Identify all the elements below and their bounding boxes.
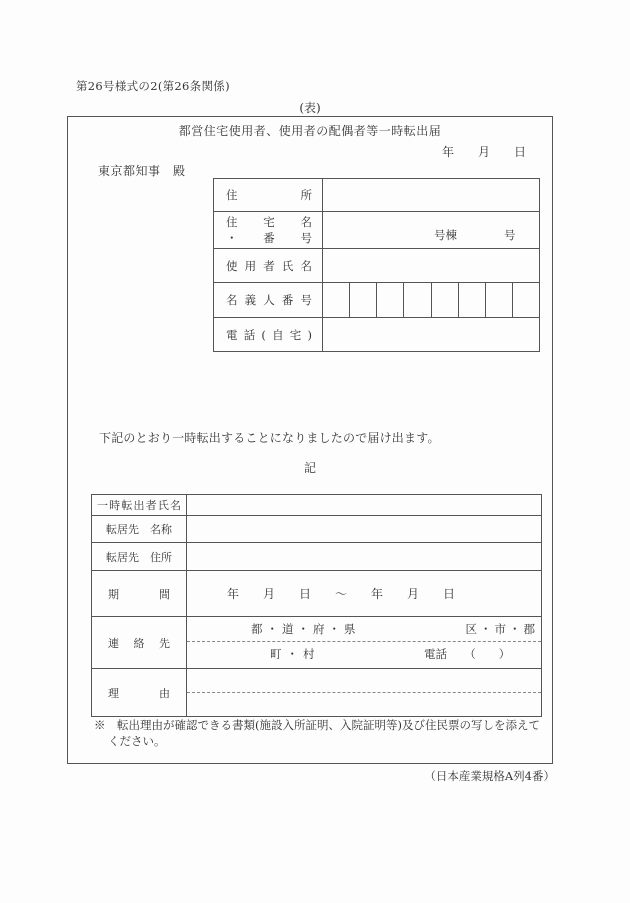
- form-title: 都営住宅使用者、使用者の配偶者等一時転出届: [178, 124, 442, 138]
- table-row-phone: [214, 317, 539, 351]
- addressee: 東京都知事 殿: [98, 164, 186, 178]
- contact-line2: [187, 642, 541, 668]
- mover-name-input-cell: [187, 495, 541, 515]
- mover-name-label: 一時転出者氏名: [97, 499, 181, 512]
- form-number: 第26号様式の2(第26条関係): [76, 79, 230, 93]
- holder-number-digit-grid: [323, 283, 539, 317]
- jis-paper-size-note: （日本産業規格A列4番）: [424, 769, 555, 783]
- applicant-table: [213, 178, 540, 352]
- reason-dashed-divider: [187, 669, 541, 693]
- table-row-mover-name: [92, 495, 541, 515]
- destination-name-label-cell: [92, 516, 187, 542]
- user-name-label-cell: [214, 249, 323, 282]
- reason-input-cell: [187, 669, 541, 716]
- holder-number-digit-cell: [458, 283, 485, 317]
- destination-address-label: 転居先 住所: [106, 550, 172, 564]
- contact-phone-label: 電話 （ ）: [424, 647, 511, 661]
- table-row-user-name: [214, 248, 539, 282]
- record-heading: 記: [303, 461, 316, 475]
- user-name-input-cell: [323, 249, 539, 282]
- phone-label-cell: [214, 318, 323, 351]
- address-label-cell: [214, 179, 323, 211]
- contact-label-cell: [92, 617, 187, 668]
- destination-name-label: 転居先 名称: [106, 523, 172, 536]
- front-side-label: (表): [299, 101, 321, 115]
- table-row-destination-address: [92, 542, 541, 570]
- housing-name-label-line2: ・番号: [226, 231, 312, 245]
- district-label: 区・市・郡: [465, 622, 538, 636]
- housing-name-input-cell: [323, 212, 539, 248]
- contact-label: 連絡先: [108, 636, 170, 650]
- holder-number-input-cell: [323, 283, 539, 317]
- table-row-housing-name: [214, 211, 539, 248]
- phone-input-cell: [323, 318, 539, 351]
- date-field: 年 月 日: [441, 145, 526, 159]
- room-number-suffix: 号: [504, 228, 516, 242]
- table-row-holder-number: [214, 282, 539, 317]
- address-input-cell: [323, 179, 539, 211]
- table-row-address: [214, 179, 539, 211]
- reason-label: 理由: [108, 686, 170, 700]
- holder-number-digit-cell: [512, 283, 539, 317]
- holder-number-label-cell: [214, 283, 323, 317]
- table-row-destination-name: [92, 515, 541, 542]
- footnote-line2: ください。: [108, 734, 166, 748]
- table-row-period: [92, 570, 541, 616]
- period-label: 期間: [108, 587, 170, 601]
- table-row-contact: [92, 616, 541, 668]
- footnote: [94, 717, 556, 749]
- contact-line1: [187, 617, 541, 642]
- holder-number-digit-cell: [323, 283, 349, 317]
- holder-number-digit-cell: [349, 283, 376, 317]
- destination-address-input-cell: [187, 543, 541, 570]
- contact-input-cell: [187, 617, 541, 668]
- user-name-label: 使用者氏名: [226, 258, 312, 273]
- form-border-box: [67, 116, 553, 764]
- table-row-reason: [92, 668, 541, 716]
- footnote-line1: ※ 転出理由が確認できる書類(施設入所証明、入院証明等)及び住民票の写しを添えて: [94, 718, 540, 732]
- prefecture-label: 都・道・府・県: [251, 622, 360, 636]
- holder-number-digit-cell: [376, 283, 403, 317]
- holder-number-digit-cell: [431, 283, 458, 317]
- statement-text: 下記のとおり一時転出することになりましたので届け出ます。: [99, 431, 440, 445]
- housing-name-label-line1: 住宅名: [226, 215, 312, 229]
- phone-label: 電話(自宅): [226, 327, 312, 342]
- period-label-cell: [92, 571, 187, 616]
- holder-number-digit-cell: [403, 283, 430, 317]
- mover-name-label-cell: [92, 495, 187, 515]
- housing-name-label-cell: [214, 212, 323, 248]
- town-label: 町・村: [270, 647, 320, 661]
- destination-name-input-cell: [187, 516, 541, 542]
- holder-number-label: 名義人番号: [226, 293, 312, 307]
- period-input-cell: [187, 571, 541, 616]
- holder-number-digit-cell: [485, 283, 512, 317]
- building-number-suffix: 号棟: [434, 228, 457, 242]
- detail-table: [91, 494, 542, 717]
- period-date-template: 年 月 日 ～ 年 月 日: [227, 587, 456, 601]
- destination-address-label-cell: [92, 543, 187, 570]
- address-label: 住所: [226, 188, 312, 202]
- reason-label-cell: [92, 669, 187, 716]
